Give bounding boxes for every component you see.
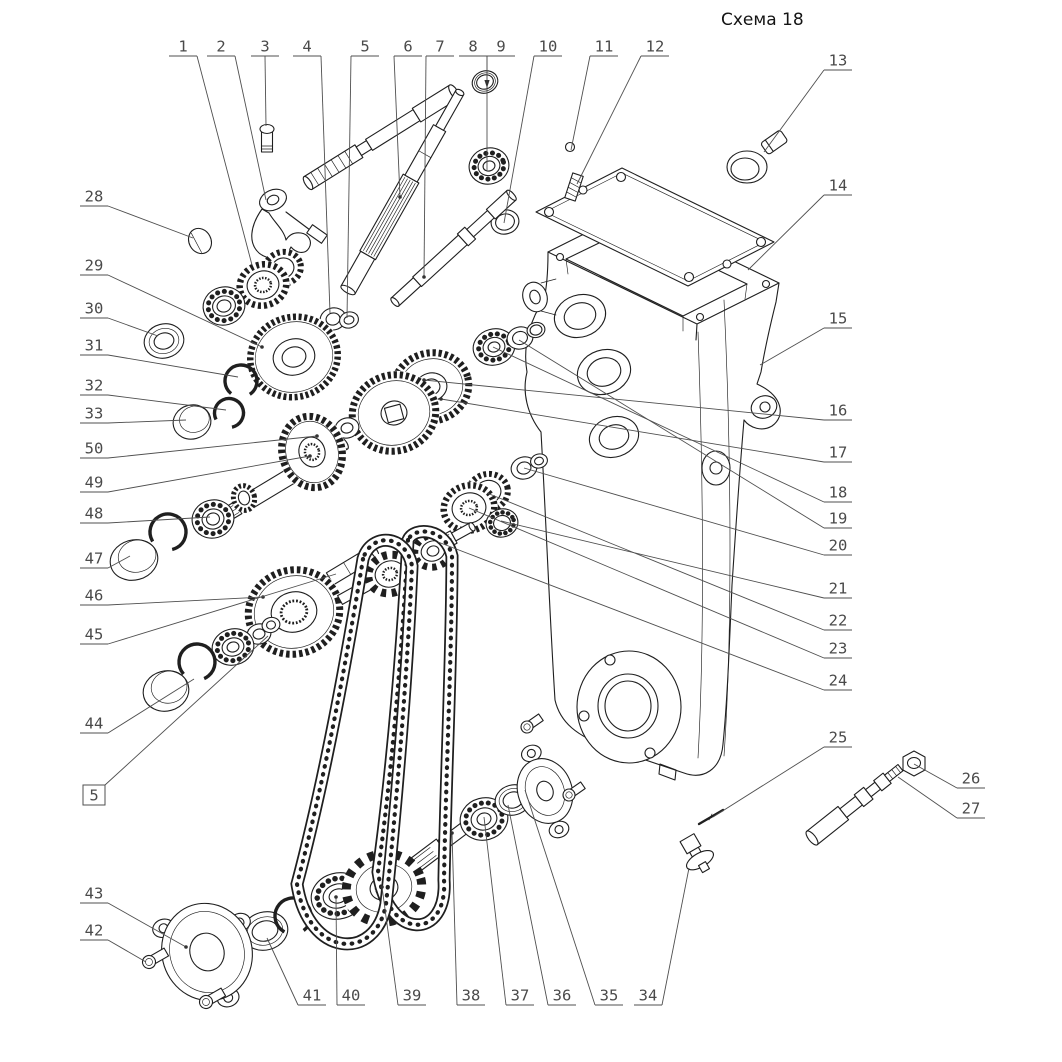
svg-text:6: 6 (403, 37, 413, 56)
callout-25 (713, 729, 852, 818)
svg-text:29: 29 (84, 256, 104, 275)
cover-bolt (519, 712, 545, 735)
svg-text:49: 49 (84, 473, 104, 492)
detent-ball (566, 143, 575, 152)
kick-shaft-group (699, 751, 925, 847)
svg-text:47: 47 (84, 549, 104, 568)
ball-bearing (465, 143, 513, 188)
svg-text:35: 35 (599, 986, 619, 1005)
svg-text:11: 11 (594, 37, 614, 56)
svg-text:27: 27 (961, 799, 981, 818)
counter-gear-group (140, 224, 351, 443)
svg-text:37: 37 (510, 986, 530, 1005)
svg-text:8: 8 (468, 37, 478, 56)
svg-text:3: 3 (260, 37, 270, 56)
svg-text:43: 43 (84, 884, 104, 903)
svg-text:19: 19 (828, 509, 848, 528)
svg-text:20: 20 (828, 536, 848, 555)
callout-38 (450, 831, 485, 1005)
callout-12 (577, 38, 669, 185)
svg-text:16: 16 (828, 401, 848, 420)
svg-text:50: 50 (84, 439, 104, 458)
svg-text:39: 39 (402, 986, 422, 1005)
svg-text:24: 24 (828, 671, 848, 690)
shift-fork (252, 185, 327, 258)
callout-33 (80, 405, 186, 424)
small-gear-cluster (434, 466, 521, 541)
svg-text:33: 33 (84, 404, 104, 423)
lock-nut (903, 751, 925, 776)
svg-text:22: 22 (828, 611, 848, 630)
callout-42 (80, 922, 146, 963)
svg-text:45: 45 (84, 625, 104, 644)
callout-41 (267, 938, 326, 1005)
svg-text:2: 2 (216, 37, 226, 56)
svg-text:12: 12 (645, 37, 665, 56)
svg-text:41: 41 (302, 986, 322, 1005)
callout-37 (484, 817, 534, 1005)
svg-text:28: 28 (84, 187, 104, 206)
callout-3 (251, 38, 279, 127)
svg-text:15: 15 (828, 309, 848, 328)
svg-text:14: 14 (828, 176, 848, 195)
output-shaft (388, 188, 519, 310)
svg-text:10: 10 (538, 37, 558, 56)
svg-text:4: 4 (302, 37, 312, 56)
svg-text:5: 5 (89, 786, 99, 805)
svg-text:40: 40 (341, 986, 361, 1005)
svg-text:17: 17 (828, 443, 848, 462)
svg-text:46: 46 (84, 586, 104, 605)
svg-text:5: 5 (360, 37, 370, 56)
svg-text:18: 18 (828, 483, 848, 502)
svg-text:21: 21 (828, 579, 848, 598)
callout-11 (571, 38, 618, 151)
middle-gear-pair (333, 339, 482, 465)
svg-text:26: 26 (961, 769, 981, 788)
svg-text:23: 23 (828, 639, 848, 658)
drawing-title: Схема 18 (721, 10, 804, 30)
svg-text:13: 13 (828, 51, 848, 70)
callout-9 (484, 38, 515, 89)
svg-text:44: 44 (84, 714, 104, 733)
callout-34 (634, 868, 689, 1005)
end-cap (106, 534, 163, 585)
svg-text:25: 25 (828, 728, 848, 747)
svg-text:34: 34 (638, 986, 658, 1005)
svg-text:7: 7 (435, 37, 445, 56)
callout-46 (80, 587, 265, 606)
svg-text:9: 9 (496, 37, 506, 56)
half-moon-cap (184, 224, 216, 257)
callout-48 (80, 505, 210, 524)
svg-text:38: 38 (461, 986, 481, 1005)
snap-ring (210, 394, 249, 433)
oil-seal-ring (469, 67, 501, 97)
callout-14 (748, 177, 852, 271)
gearbox-housing (519, 211, 780, 780)
callout-30 (80, 300, 158, 337)
housing-lower-opening (577, 651, 681, 763)
svg-text:30: 30 (84, 299, 104, 318)
svg-text:31: 31 (84, 336, 104, 355)
roll-pin (699, 810, 723, 824)
bearing-cover-small (503, 712, 587, 846)
bearing-cover-large (140, 890, 274, 1022)
callout-1 (169, 38, 252, 266)
callout-28 (80, 188, 193, 239)
callout-2 (207, 38, 266, 201)
oil-seal (140, 319, 187, 362)
end-cap (169, 401, 215, 444)
callout-15 (760, 310, 852, 366)
svg-text:36: 36 (552, 986, 572, 1005)
svg-text:48: 48 (84, 504, 104, 523)
drain-plug (674, 830, 719, 878)
ball-bearing (188, 495, 238, 543)
svg-text:1: 1 (178, 37, 188, 56)
filler-plug (727, 130, 788, 183)
stopper-bolt (260, 125, 274, 153)
svg-text:32: 32 (84, 376, 104, 395)
svg-text:42: 42 (84, 921, 104, 940)
callout-5-boxed (83, 636, 268, 805)
